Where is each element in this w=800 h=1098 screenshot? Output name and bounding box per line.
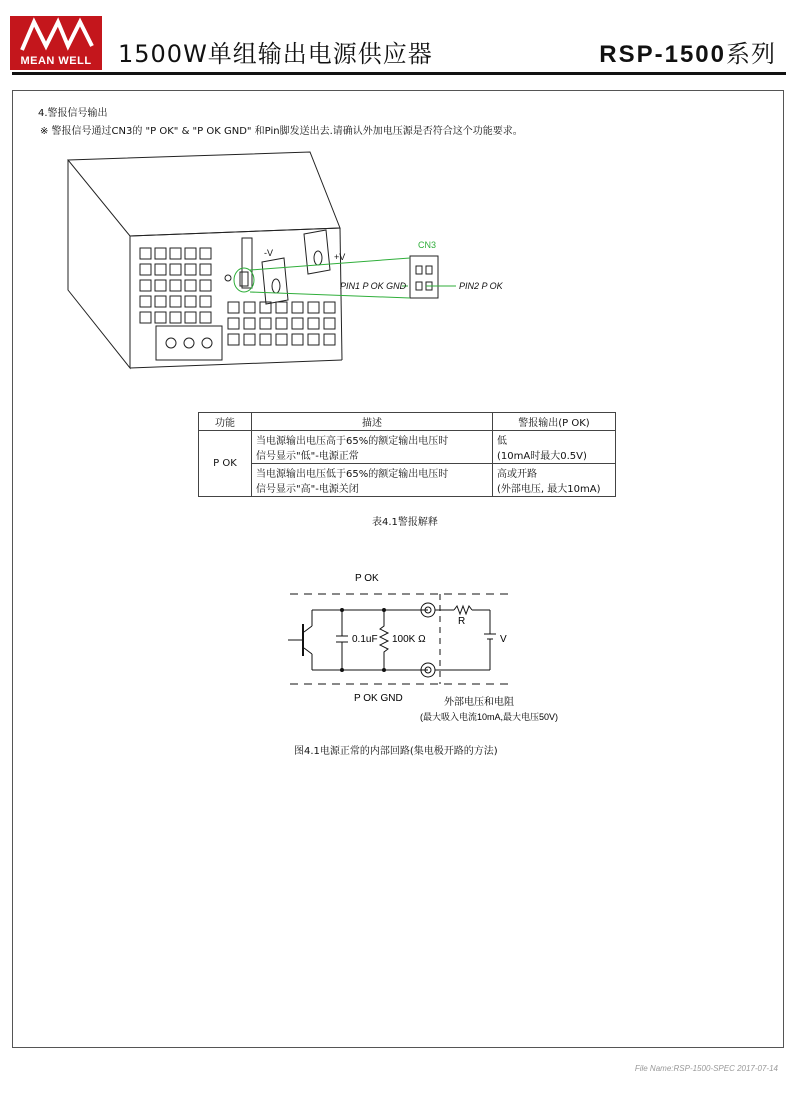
output-line: (外部电压, 最大10mA) <box>497 484 601 495</box>
v-label: V <box>500 634 507 645</box>
description-line: 当电源输出电压高于65%的额定输出电压时 <box>256 436 449 447</box>
plus-v-label: +V <box>334 252 346 262</box>
external-label: 外部电压和电阻 <box>444 697 514 708</box>
r-label: R <box>458 616 466 627</box>
description-line: 当电源输出电压低于65%的额定输出电压时 <box>256 469 449 480</box>
figure-caption: 图4.1电源正常的内部回路(集电极开路的方法) <box>294 746 498 757</box>
description-line: 信号显示"高"-电源关闭 <box>256 484 359 495</box>
device-top <box>68 152 340 236</box>
cn3-label: CN3 <box>418 240 437 250</box>
cn3-on-device <box>240 272 248 286</box>
footer-filename: File Name:RSP-1500-SPEC 2017-07-14 <box>634 1064 778 1073</box>
pok-label: P OK <box>355 573 379 584</box>
vent-grid <box>140 248 335 345</box>
device-figure <box>0 0 800 400</box>
table-row <box>199 431 616 464</box>
table-caption: 表4.1警报解释 <box>372 517 438 528</box>
cn3-connector <box>410 256 438 298</box>
pok-gnd-label: P OK GND <box>354 693 403 704</box>
table-row <box>199 464 616 497</box>
page-title: 1500W单组输出电源供应器 <box>118 40 433 68</box>
resistor-label: 100K Ω <box>392 634 426 645</box>
capacitor-label: 0.1uF <box>352 634 378 645</box>
description-cell <box>252 464 493 497</box>
output-cell <box>493 431 616 464</box>
header-output: 警报输出(P OK) <box>493 413 616 431</box>
output-line: 高或开路 <box>497 469 537 480</box>
minus-v-terminal <box>262 258 288 304</box>
pin2-label: PIN2 P OK <box>459 281 503 291</box>
connector-strip <box>242 238 252 288</box>
cn3-callout-lines <box>234 258 456 298</box>
minus-v-label: -V <box>264 248 273 258</box>
logo-text: MEAN WELL <box>20 55 92 67</box>
function-cell: P OK <box>199 431 252 497</box>
model-suffix: 系列 <box>726 40 776 68</box>
model-number: RSP-1500 <box>599 41 726 68</box>
description-line: 信号显示"低"-电源正常 <box>256 451 359 462</box>
header-function: 功能 <box>199 413 252 431</box>
circuit-diagram <box>0 560 800 750</box>
external-spec-label: (最大吸入电流10mA,最大电压50V) <box>420 712 559 722</box>
section-note: ※ 警报信号通过CN3的 "P OK" & "P OK GND" 和Pin脚发送出去.请确认外加电压源是否符合这个功能要求。 <box>40 126 523 137</box>
table-header-row <box>199 413 616 431</box>
description-cell <box>252 431 493 464</box>
output-line: 低 <box>497 436 507 447</box>
header-description: 描述 <box>252 413 493 431</box>
section-title: 4.警报信号输出 <box>38 108 108 119</box>
output-cell <box>493 464 616 497</box>
alarm-table <box>198 412 616 497</box>
plus-v-terminal <box>304 230 330 274</box>
output-line: (10mA时最大0.5V) <box>497 451 587 462</box>
device-side <box>68 160 130 368</box>
pin1-label: PIN1 P OK GND <box>340 281 407 291</box>
